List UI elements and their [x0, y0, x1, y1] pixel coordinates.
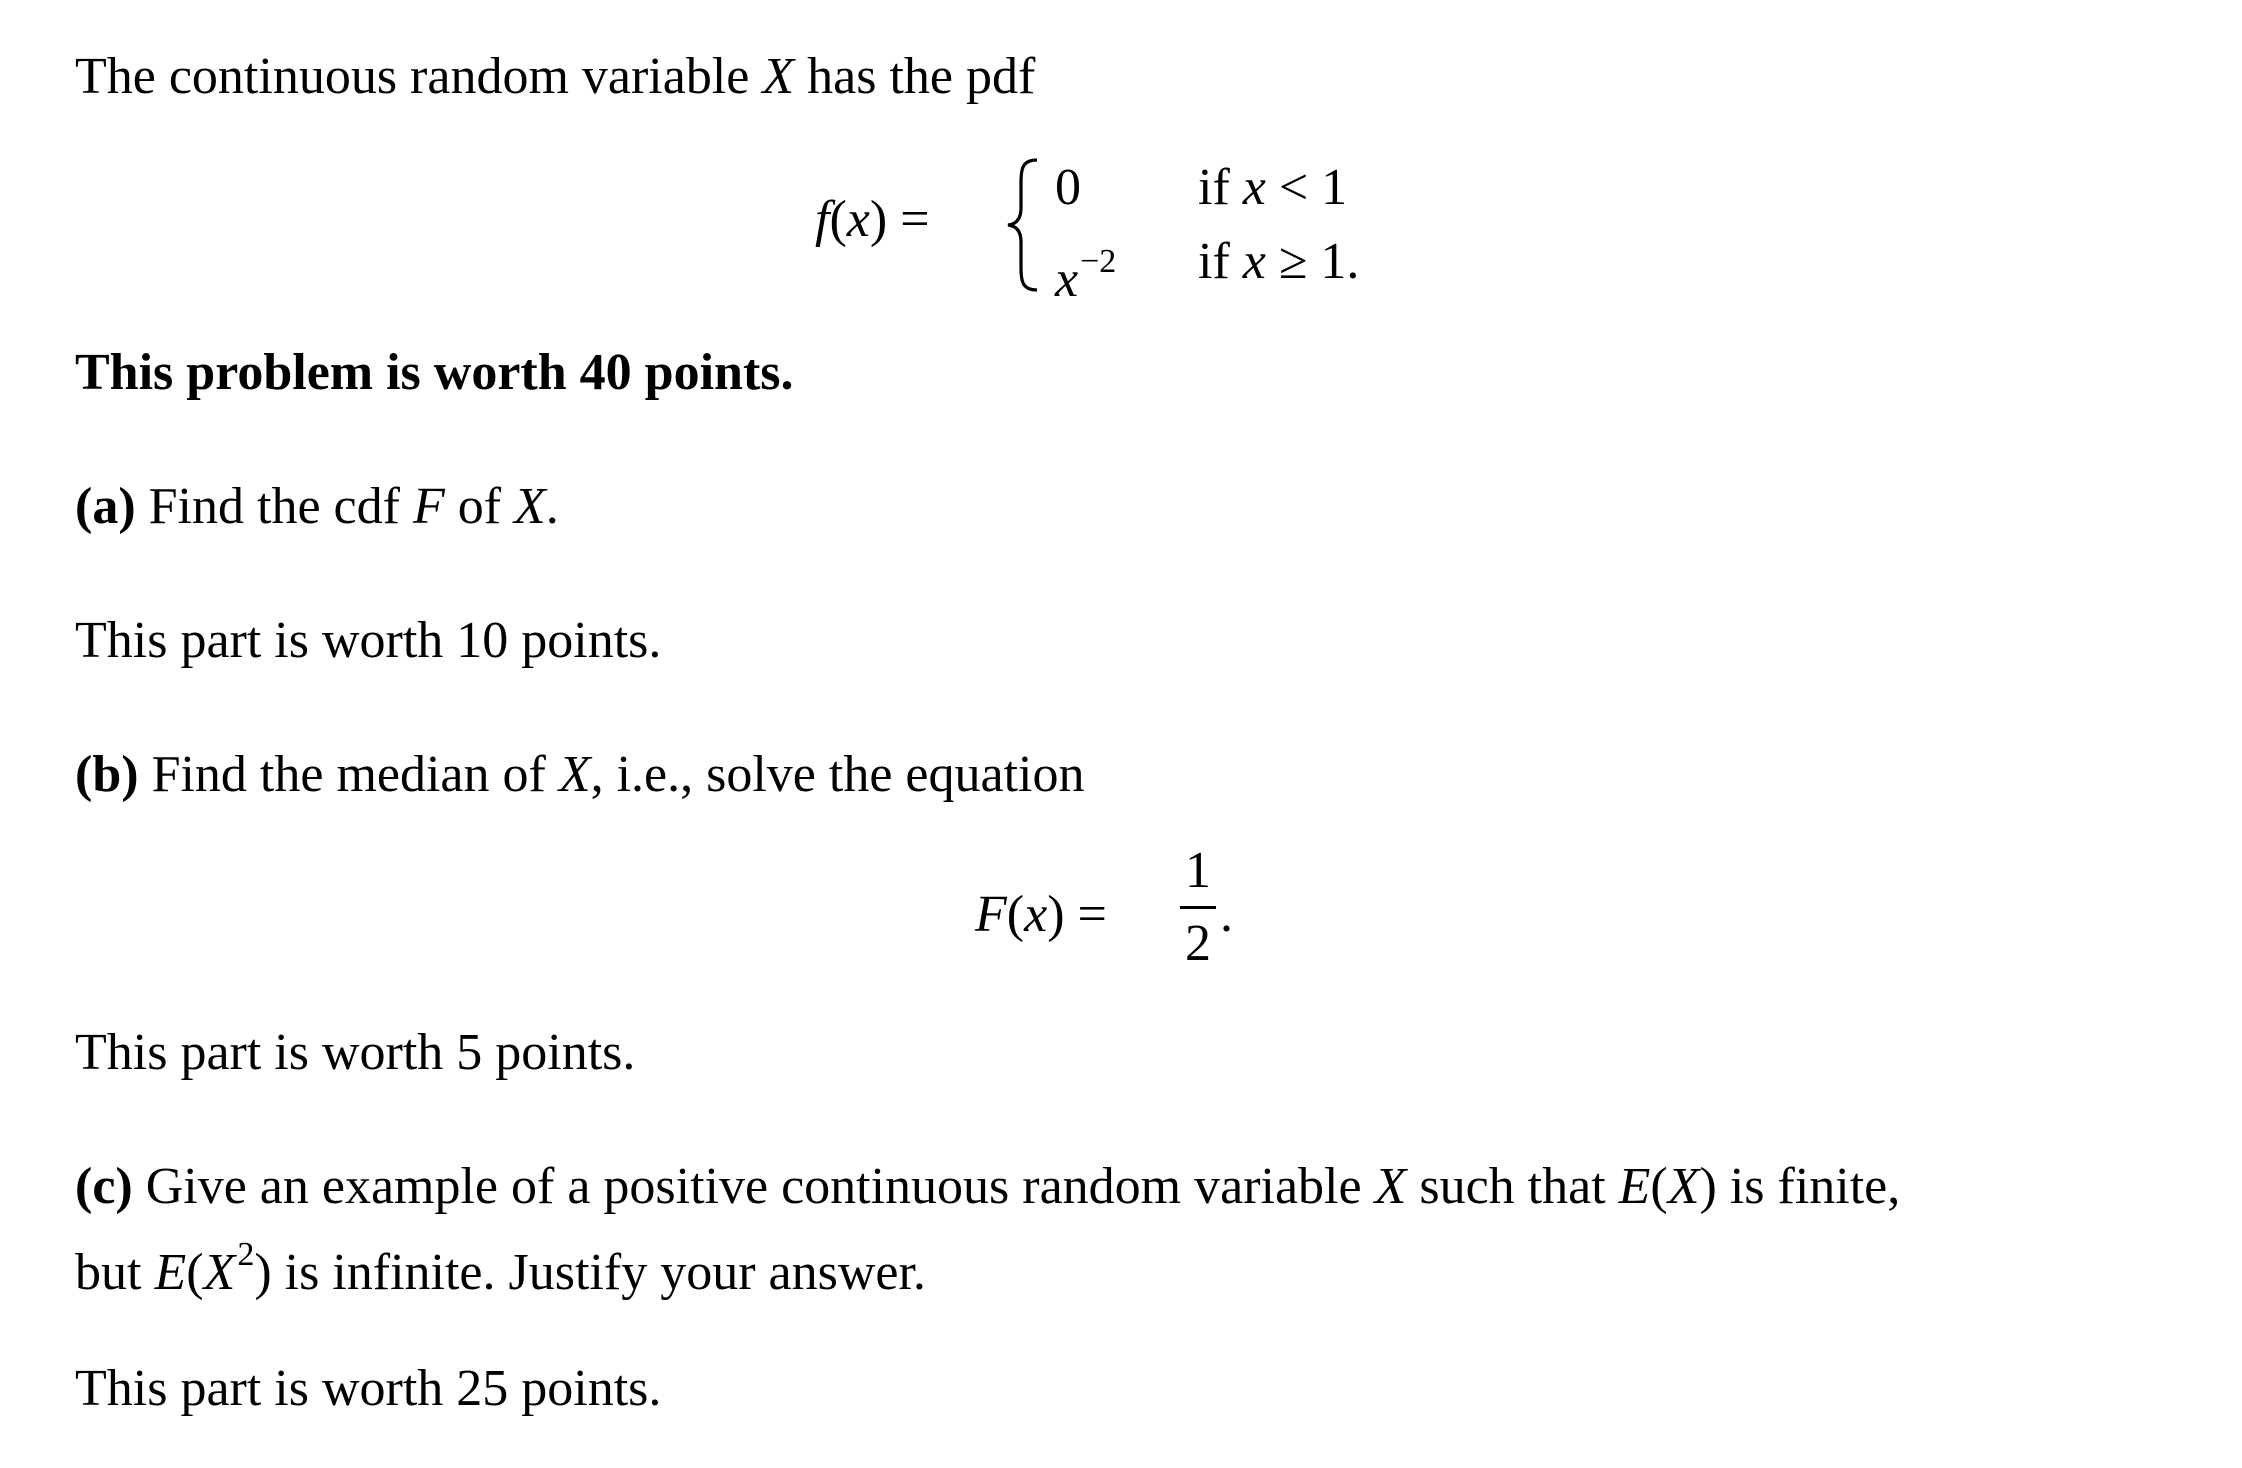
- part-a-var-F: F: [412, 478, 445, 535]
- pdf-open: (: [829, 191, 847, 248]
- median-arg: x: [1024, 886, 1048, 943]
- part-c-label: (c): [75, 1158, 133, 1215]
- part-c-question-line2: [75, 1222, 926, 1306]
- part-c-expect2-open: (: [186, 1244, 204, 1301]
- part-c-text-after: is finite,: [1716, 1158, 1901, 1215]
- part-b-label: (b): [75, 746, 139, 803]
- pdf-case1-var: x: [1242, 159, 1266, 216]
- part-b-text-before: Find the median of: [138, 746, 559, 803]
- median-close-equals: ) =: [1047, 886, 1107, 943]
- pdf-fn: f: [815, 191, 830, 248]
- part-b-worth: This part is worth 5 points.: [75, 1024, 636, 1081]
- median-lhs: [975, 880, 1107, 950]
- left-brace-icon: [1003, 156, 1043, 294]
- part-a-text-end: .: [545, 478, 559, 535]
- part-a-text-before: Find the cdf: [135, 478, 413, 535]
- pdf-case2-if: if: [1198, 233, 1243, 290]
- fraction-denominator: 2: [1185, 915, 1211, 972]
- part-a-question: [75, 474, 559, 540]
- part-b-question: [75, 742, 1084, 808]
- pdf-case1-if: if: [1198, 159, 1243, 216]
- part-c-expect2-fn: E: [154, 1244, 187, 1301]
- part-c-var-X: X: [1374, 1158, 1407, 1215]
- part-c-expect-open: (: [1650, 1158, 1668, 1215]
- median-period: .: [1220, 886, 1233, 943]
- pdf-case2-exponent: −2: [1080, 243, 1117, 280]
- fraction-bar: [1180, 906, 1216, 909]
- pdf-case2-var: x: [1242, 233, 1266, 290]
- one-half-fraction: [1180, 840, 1216, 975]
- part-c-expect2-arg: X: [203, 1244, 236, 1301]
- part-a-text-mid: of: [444, 478, 515, 535]
- part-c-line2-after: is infinite. Justify your answer.: [271, 1244, 926, 1301]
- part-c-text-before: Give an example of a positive continuous random variable: [132, 1158, 1375, 1215]
- part-b-text-after: , i.e., solve the equation: [590, 746, 1085, 803]
- problem-worth: This problem is worth 40 points.: [75, 344, 794, 401]
- fraction-numerator: 1: [1185, 842, 1211, 899]
- pdf-case1-condition: [1198, 158, 1347, 218]
- part-c-line2-before: but: [75, 1244, 155, 1301]
- part-c-expect-close: ): [1699, 1158, 1717, 1215]
- pdf-case1-value: 0: [1055, 159, 1081, 216]
- part-c-expect-fn: E: [1618, 1158, 1651, 1215]
- part-b-var-X: X: [558, 746, 591, 803]
- part-a-label: (a): [75, 478, 136, 535]
- pdf-arg: x: [846, 191, 870, 248]
- pdf-close-equals: ) =: [869, 191, 930, 248]
- intro-variable: X: [762, 48, 795, 105]
- part-a-worth: This part is worth 10 points.: [75, 612, 662, 669]
- intro-text-before: The continuous random variable: [75, 48, 763, 105]
- pdf-case2-value: [1055, 232, 1116, 310]
- pdf-lhs: [815, 185, 930, 255]
- median-fn: F: [975, 886, 1007, 943]
- pdf-case2-base: x: [1055, 251, 1079, 308]
- intro-text-after: has the pdf: [794, 48, 1036, 105]
- pdf-case2-rest: ≥ 1.: [1265, 233, 1360, 290]
- part-c-question-line1: [75, 1154, 1900, 1220]
- pdf-equation: [805, 150, 1425, 308]
- part-c-expect-arg: X: [1667, 1158, 1700, 1215]
- pdf-case2-condition: [1198, 232, 1359, 292]
- part-a-var-X: X: [514, 478, 546, 535]
- part-c-worth: This part is worth 25 points.: [75, 1360, 662, 1417]
- part-c-expect2-exponent: 2: [237, 1236, 255, 1273]
- pdf-case1-rest: < 1: [1265, 159, 1348, 216]
- part-c-text-mid: such that: [1406, 1158, 1619, 1215]
- intro-line: [75, 44, 1035, 110]
- part-c-expect2-close: ): [254, 1244, 272, 1301]
- median-equation: [975, 840, 1275, 990]
- median-open: (: [1006, 886, 1025, 943]
